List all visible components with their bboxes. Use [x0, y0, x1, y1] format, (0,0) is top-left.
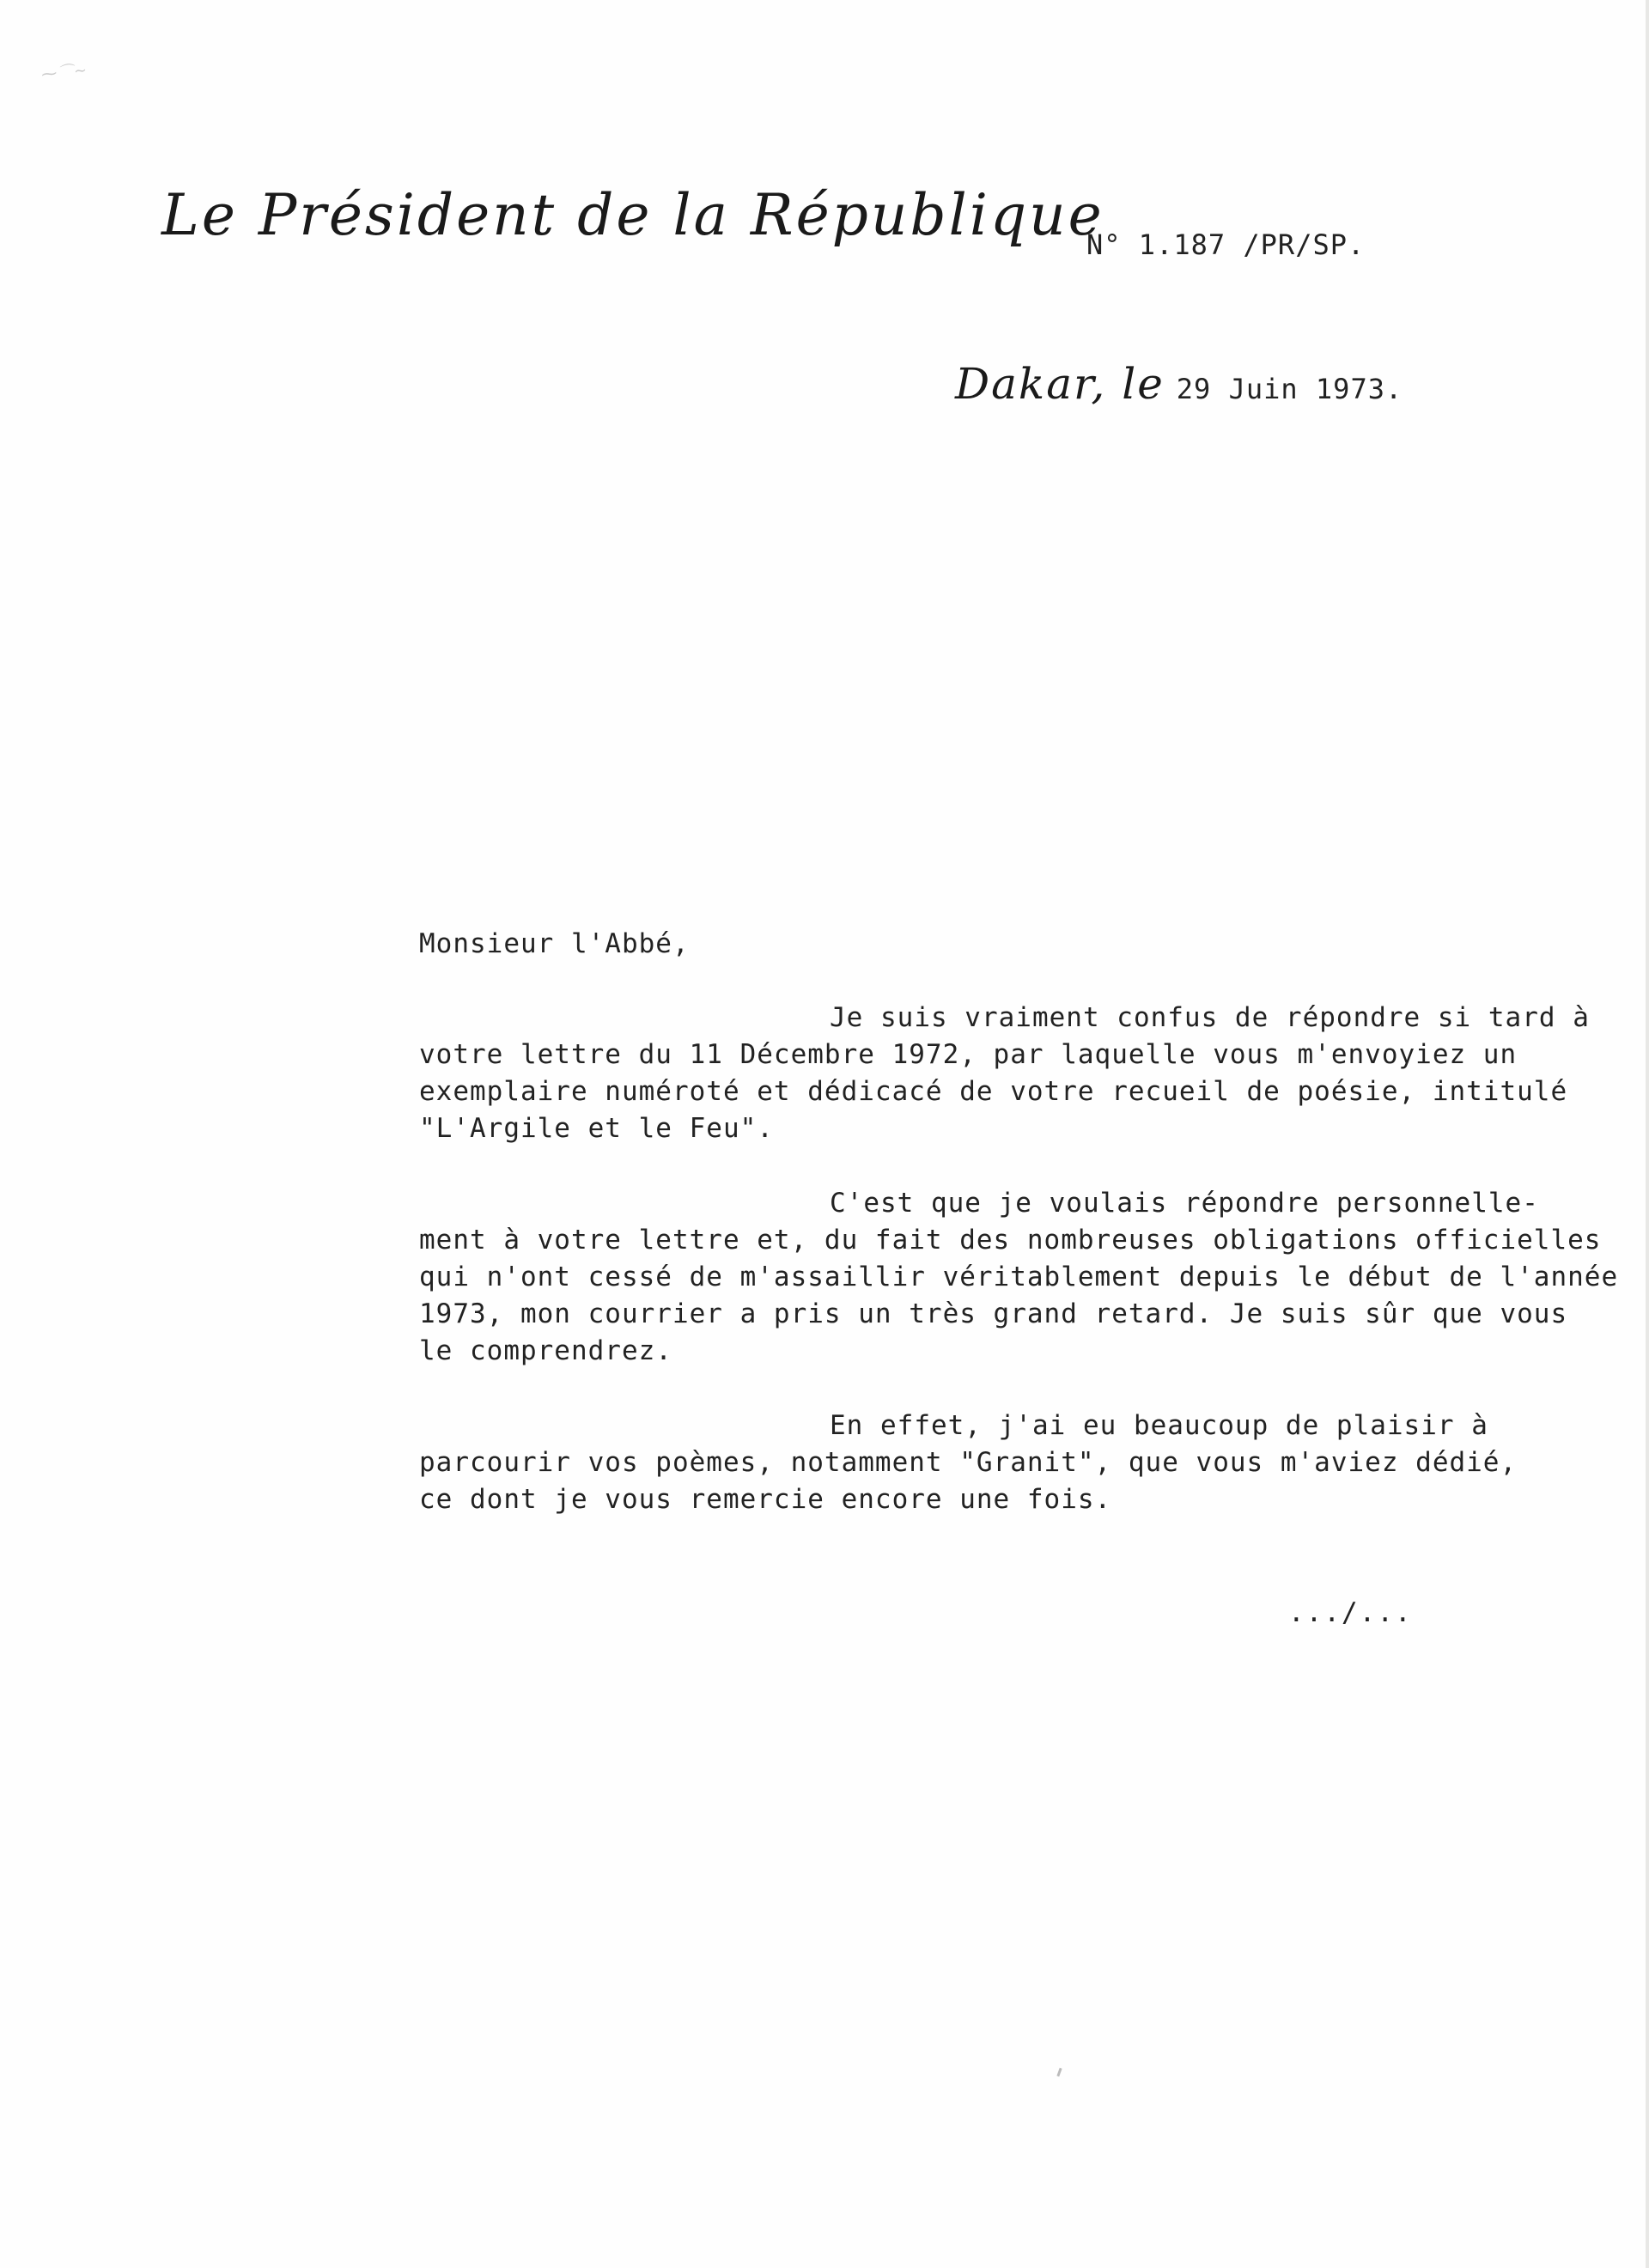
text-line: C'est que je voulais répondre personnelle-: [830, 1188, 1539, 1219]
text-line: votre lettre du 11 Décembre 1972, par laquelle vous m'envoyiez un: [419, 1039, 1518, 1070]
continuation-marker: .../...: [1288, 1597, 1413, 1628]
paragraph-1: [419, 1000, 1590, 1147]
corner-pencil-mark: ⁓⌒~: [40, 61, 89, 84]
letterhead-title: Le Président de la République: [161, 182, 1104, 248]
text-line: En effet, j'ai eu beaucoup de plaisir à: [830, 1410, 1488, 1441]
text-line: ment à votre lettre et, du fait des nombreuses obligations officielles: [419, 1225, 1602, 1256]
dateline: [955, 359, 1403, 409]
reference-number: N° 1.187 /PR/SP.: [1086, 228, 1366, 261]
text-line: qui n'ont cessé de m'assaillir véritablement depuis le début de l'année: [419, 1262, 1619, 1292]
paragraph-3: [419, 1408, 1587, 1518]
dateline-date: 29 Juin 1973.: [1176, 373, 1403, 405]
text-line: le comprendrez.: [419, 1335, 672, 1366]
salutation: Monsieur l'Abbé,: [419, 928, 690, 959]
text-line: 1973, mon courrier a pris un très grand retard. Je suis sûr que vous: [419, 1298, 1568, 1329]
paper-speck: [1056, 2068, 1062, 2076]
text-line: exemplaire numéroté et dédicacé de votre recueil de poésie, intitulé: [419, 1076, 1568, 1107]
paragraph-2: [419, 1185, 1619, 1370]
text-line: parcourir vos poèmes, notamment "Granit", que vous m'aviez dédié,: [419, 1447, 1518, 1478]
text-line: ce dont je vous remercie encore une fois.: [419, 1484, 1112, 1515]
text-line: "L'Argile et le Feu".: [419, 1113, 774, 1144]
letter-body: [419, 926, 1619, 1556]
page-edge-shadow: [1646, 0, 1649, 2268]
dateline-place: Dakar, le: [955, 359, 1165, 409]
text-line: Je suis vraiment confus de répondre si tard à: [830, 1002, 1590, 1033]
